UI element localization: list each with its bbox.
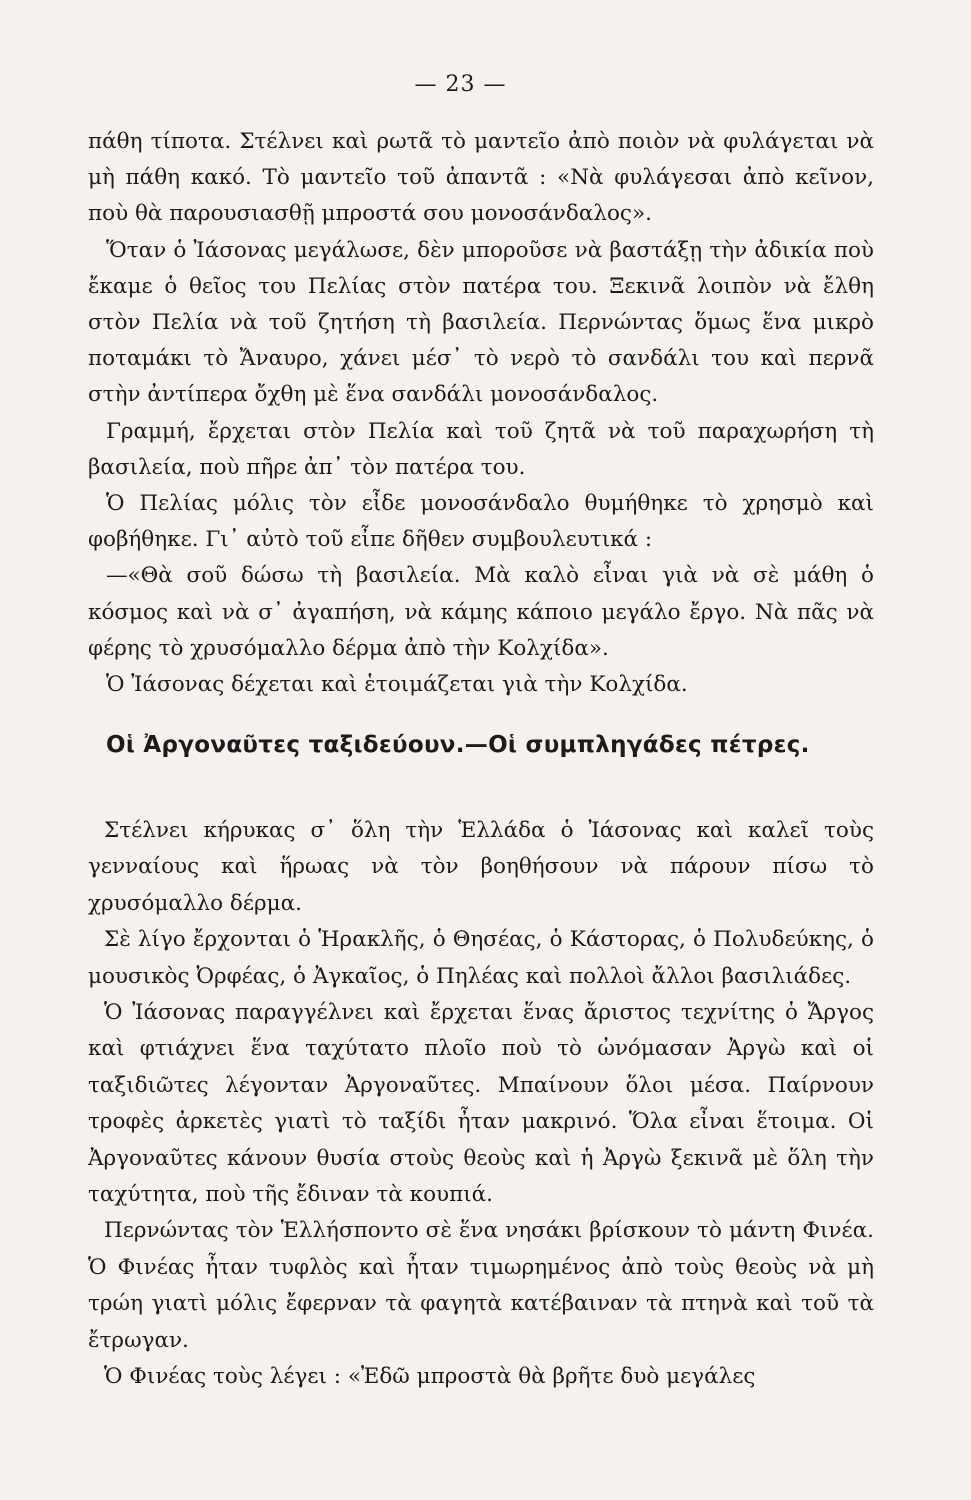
paragraph: Ὅταν ὁ Ἰάσονας μεγάλωσε, δὲν μποροῦσε νὰ βαστάξῃ τὴν ἀδικία ποὺ ἔκαμε ὁ θεῖος του Πελίας στὸν πατέρα του. Ξεκινᾶ λοιπὸν νὰ ἔλθη στὸν Πελία νὰ τοῦ ζητήση τὴ βασιλεία. Περνώντας ὅμως ἕνα μικρὸ ποταμάκι τὸ Ἄναυρο, χάνει μέσ᾽ τὸ νερὸ τὸ σανδάλι του καὶ περνᾶ στὴν ἀντίπερα ὄχθη μὲ ἕνα σανδάλι μονοσάνδαλος. <box>88 237 874 408</box>
paragraph: Ὁ Φινέας τοὺς λέγει : «Ἐδῶ μπροστὰ θὰ βρῆτε δυὸ μεγάλες <box>104 1364 756 1390</box>
paragraph: Ὁ Πελίας μόλις τὸν εἶδε μονοσάνδαλο θυμήθηκε τὸ χρησμὸ καὶ φοβήθηκε. Γι᾽ αὐτὸ τοῦ εἶπε δῆθεν συμβουλευτικά : <box>88 491 874 553</box>
paragraph: πάθη τίποτα. Στέλνει καὶ ρωτᾶ τὸ μαντεῖο ἀπὸ ποιὸν νὰ φυλάγεται νὰ μὴ πάθη κακό. Τὸ μαντεῖο τοῦ ἀπαντᾶ : «Νὰ φυλάγεσαι ἀπὸ κεῖνον, ποὺ θὰ παρουσιασθῇ μπροστά σου μονοσάνδαλος». <box>88 129 874 227</box>
paragraph: Γραμμή, ἔρχεται στὸν Πελία καὶ τοῦ ζητᾶ νὰ τοῦ παραχωρήση τὴ βασιλεία, ποὺ πῆρε ἀπ᾽ τὸν πατέρα του. <box>88 418 874 480</box>
paragraph: Σὲ λίγο ἔρχονται ὁ Ἡρακλῆς, ὁ Θησέας, ὁ Κάστορας, ὁ Πολυδεύκης, ὁ μουσικὸς Ὀρφέας, ὁ Ἀγκαῖος, ὁ Πηλέας καὶ πολλοὶ ἄλλοι βασιλιάδες. <box>88 927 874 989</box>
paragraph: Περνώντας τὸν Ἑλλήσποντο σὲ ἕνα νησάκι βρίσκουν τὸ μάντη Φινέα. Ὁ Φινέας ἦταν τυφλὸς καὶ ἦταν τιμωρημένος ἀπὸ τοὺς θεοὺς νὰ μὴ τρώη γιατὶ μόλις ἔφερναν τὰ φαγητὰ κατέβαιναν τὰ πτηνὰ καὶ τοῦ τὰ ἔτρωγαν. <box>88 1218 874 1353</box>
dialogue-paragraph: —«Θὰ σοῦ δώσω τὴ βασιλεία. Μὰ καλὸ εἶναι γιὰ νὰ σὲ μάθη ὁ κόσμος καὶ νὰ σ᾽ ἀγαπήση, νὰ κάμης κάποιο μεγάλο ἔργο. Νὰ πᾶς νὰ φέρης τὸ χρυσόμαλλο δέρμα ἀπὸ τὴν Κολχίδα». <box>88 563 874 661</box>
paragraph: Ὁ Ἰάσονας παραγγέλνει καὶ ἔρχεται ἕνας ἄριστος τεχνίτης ὁ Ἄργος καὶ φτιάχνει ἕνα ταχύτατο πλοῖο ποὺ τὸ ὠνόμασαν Ἀργὼ καὶ οἱ ταξιδιῶτες λέγονταν Ἀργοναῦτες. Μπαίνουν ὅλοι μέσα. Παίρνουν τροφὲς ἀρκετὲς γιατὶ τὸ ταξίδι ἦταν μακρινό. Ὅλα εἶναι ἕτοιμα. Οἱ Ἀργοναῦτες κάνουν θυσία στοὺς θεοὺς καὶ ἡ Ἀργὼ ξεκινᾶ μὲ ὅλη τὴν ταχύτητα, ποὺ τῆς ἔδιναν τὰ κουπιά. <box>88 1000 874 1208</box>
text-section-two <box>88 813 874 1396</box>
paragraph: Στέλνει κήρυκας σ᾽ ὅλη τὴν Ἑλλάδα ὁ Ἰάσονας καὶ καλεῖ τοὺς γενναίους καὶ ἥρωας νὰ τὸν βοηθήσουν νὰ πάρουν πίσω τὸ χρυσόμαλλο δέρμα. <box>88 818 874 916</box>
page-number: — 23 — <box>414 72 507 97</box>
section-heading: Οἱ Ἀργοναῦτες ταξιδεύουν.—Οἱ συμπληγάδες πέτρες. <box>106 732 810 758</box>
text-section-one <box>88 124 874 703</box>
paragraph: Ὁ Ἰάσονας δέχεται καὶ ἑτοιμάζεται γιὰ τὴν Κολχίδα. <box>106 672 688 698</box>
